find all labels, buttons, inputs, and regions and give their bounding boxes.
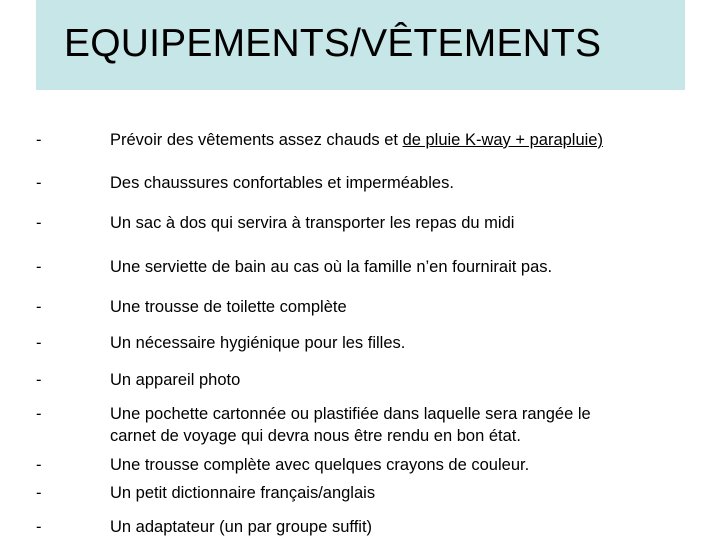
- bullet-dash: -: [36, 518, 42, 536]
- list-item-text: [110, 403, 690, 447]
- page-title: EQUIPEMENTS/VÊTEMENTS: [64, 22, 602, 65]
- bullet-dash: -: [36, 456, 42, 474]
- list-item-text: Un appareil photo: [110, 371, 241, 389]
- list-item-line-1: Une pochette cartonnée ou plastifiée dans laquelle sera rangée le: [110, 405, 591, 423]
- list-item-text: Une serviette de bain au cas où la famille n’en fournirait pas.: [110, 258, 553, 276]
- bullet-dash: -: [36, 298, 42, 316]
- bullet-dash: -: [36, 258, 42, 276]
- bullet-dash: -: [36, 484, 42, 502]
- underlined-text: de pluie K-way + parapluie): [402, 131, 603, 149]
- bullet-dash: -: [36, 334, 42, 352]
- list-item-text: Un petit dictionnaire français/anglais: [110, 484, 376, 502]
- list-item-text: Une trousse de toilette complète: [110, 298, 347, 316]
- bullet-dash: -: [36, 174, 42, 192]
- list-item-line-2: carnet de voyage qui devra nous être rendu en bon état.: [110, 427, 521, 445]
- title-banner: [36, 0, 685, 90]
- bullet-dash: -: [36, 371, 42, 389]
- list-item-text: Une trousse complète avec quelques crayons de couleur.: [110, 456, 530, 474]
- list-item-text: Un sac à dos qui servira à transporter les repas du midi: [110, 214, 515, 232]
- bullet-dash: -: [36, 405, 42, 423]
- list-item-text: Un adaptateur (un par groupe suffit): [110, 518, 373, 536]
- list-item-text: Un nécessaire hygiénique pour les filles.: [110, 334, 406, 352]
- list-item-text: [110, 129, 690, 151]
- bullet-dash: -: [36, 131, 42, 149]
- list-item-text-start: Prévoir des vêtements assez chauds et: [110, 131, 403, 149]
- list-item-text: Des chaussures confortables et imperméables.: [110, 174, 454, 192]
- bullet-dash: -: [36, 214, 42, 232]
